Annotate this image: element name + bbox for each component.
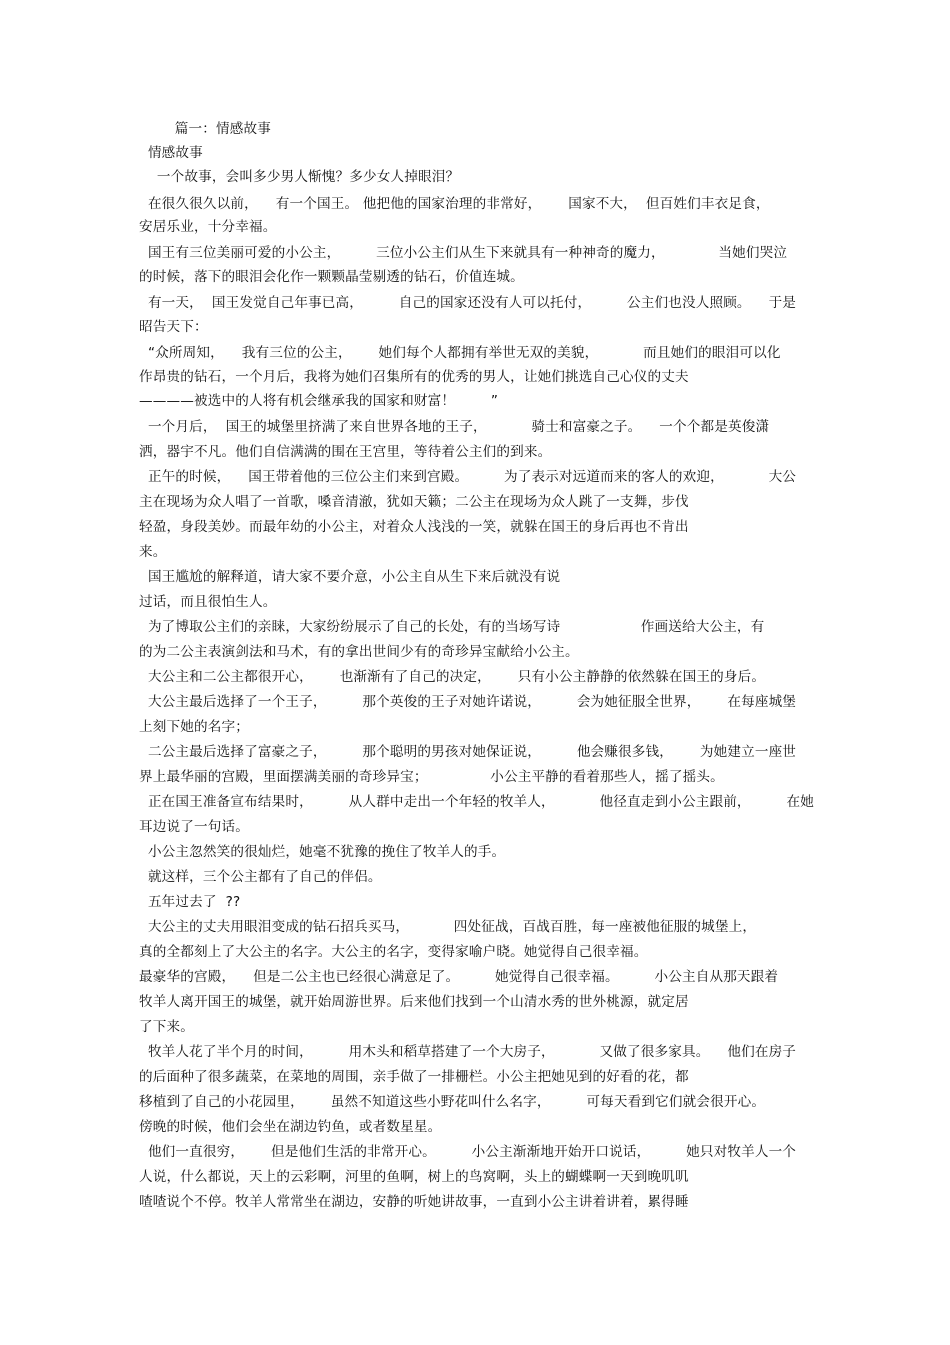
text-line: 大公主最后选择了一个王子， 那个英俊的王子对她许诺说， 会为她征服全世界， 在每座城堡 xyxy=(139,694,797,710)
text-line: ————被选中的人将有机会继承我的国家和财富！ ” xyxy=(139,393,499,409)
text-line: 正在国王准备宣布结果时， 从人群中走出一个年轻的牧羊人， 他径直走到小公主跟前， 在她 xyxy=(139,794,814,810)
text-line: 五年过去了 ?? xyxy=(139,894,241,910)
text-line: 最豪华的宫殿， 但是二公主也已经很心满意足了。 她觉得自己很幸福。 小公主自从那天跟着 xyxy=(139,969,779,985)
text-line: 过话，而且很怕生人。 xyxy=(139,594,277,610)
text-line: 人说，什么都说，天上的云彩啊，河里的鱼啊，树上的鸟窝啊，头上的蝴蝶啊一天到晚叽叽 xyxy=(139,1169,689,1185)
text-line: 牧羊人离开国王的城堡，就开始周游世界。后来他们找到一个山清水秀的世外桃源，就定居 xyxy=(139,994,689,1010)
text-line: 正午的时候， 国王带着他的三位公主们来到宫殿。 为了表示对远道而来的客人的欢迎， 大公 xyxy=(139,469,797,485)
text-line: 大公主的丈夫用眼泪变成的钻石招兵买马， 四处征战，百战百胜，每一座被他征服的城堡上， xyxy=(139,919,757,935)
text-line: 安居乐业，十分幸福。 xyxy=(139,219,277,235)
text-line: 来。 xyxy=(139,544,167,560)
text-line: 二公主最后选择了富豪之子， 那个聪明的男孩对她保证说， 他会赚很多钱， 为她建立一座世 xyxy=(139,744,797,760)
text-line: 界上最华丽的宫殿，里面摆满美丽的奇珍异宝； 小公主平静的看着那些人，摇了摇头。 xyxy=(139,769,724,785)
text-line: 真的全都刻上了大公主的名字。大公主的名字，变得家喻户晓。她觉得自己很幸福。 xyxy=(139,944,648,960)
text-line: 一个故事，会叫多少男人惭愧？多少女人掉眼泪？ xyxy=(139,169,460,185)
text-line: 上刻下她的名字； xyxy=(139,719,249,735)
text-line: 大公主和二公主都很开心， 也渐渐有了自己的决定， 只有小公主静静的依然躲在国王的身后。 xyxy=(139,669,766,685)
text-line: 在很久很久以前， 有一个国王。 他把他的国家治理的非常好， 国家不大， 但百姓们丰衣足食， xyxy=(139,196,770,212)
text-line: 昭告天下： xyxy=(139,319,208,335)
text-line: 国王尴尬的解释道，请大家不要介意，小公主自从生下来后就没有说 xyxy=(139,569,561,585)
text-line: 轻盈，身段美妙。而最年幼的小公主，对着众人浅浅的一笑，就躲在国王的身后再也不肯出 xyxy=(139,519,689,535)
text-line: 的时候，落下的眼泪会化作一颗颗晶莹剔透的钻石，价值连城。 xyxy=(139,269,524,285)
text-line: 的为二公主表演剑法和马术，有的拿出世间少有的奇珍异宝献给小公主。 xyxy=(139,644,579,660)
text-line: 移植到了自己的小花园里， 虽然不知道这些小野花叫什么名字， 可每天看到它们就会很开心。 xyxy=(139,1094,766,1110)
text-line: 了下来。 xyxy=(139,1019,194,1035)
text-line: 洒，器宇不凡。他们自信满满的围在王宫里，等待着公主们的到来。 xyxy=(139,444,552,460)
text-line: 有一天， 国王发觉自己年事已高， 自己的国家还没有人可以托付， 公主们也没人照顾。 于是 xyxy=(139,295,797,311)
text-line: 为了博取公主们的亲睐，大家纷纷展示了自己的长处，有的当场写诗 作画送给大公主，有 xyxy=(139,619,765,635)
text-line: 牧羊人花了半个月的时间， 用木头和稻草搭建了一个大房子， 又做了很多家具。 他们在房子 xyxy=(139,1044,797,1060)
text-line: 主在现场为众人唱了一首歌，嗓音清澈，犹如天籁；二公主在现场为众人跳了一支舞，步伐 xyxy=(139,494,689,510)
text-line: 一个月后， 国王的城堡里挤满了来自世界各地的王子， 骑士和富豪之子。 一个个都是英俊潇 xyxy=(139,419,770,435)
text-line: 的后面种了很多蔬菜，在菜地的周围，亲手做了一排栅栏。小公主把她见到的好看的花，都 xyxy=(139,1069,689,1085)
text-line: 就这样，三个公主都有了自己的伴侣。 xyxy=(139,869,382,885)
text-line: 国王有三位美丽可爱的小公主， 三位小公主们从生下来就具有一种神奇的魔力， 当她们哭泣 xyxy=(139,245,788,261)
text-line: 小公主忽然笑的很灿烂，她毫不犹豫的挽住了牧羊人的手。 xyxy=(139,844,506,860)
text-line: “众所周知， 我有三位的公主， 她们每个人都拥有举世无双的美貌， 而且她们的眼泪可以化 xyxy=(139,345,781,361)
text-line: 耳边说了一句话。 xyxy=(139,819,249,835)
text-line: 喳喳说个不停。牧羊人常常坐在湖边，安静的听她讲故事，一直到小公主讲着讲着，累得睡 xyxy=(139,1194,689,1210)
text-line: 他们一直很穷， 但是他们生活的非常开心。 小公主渐渐地开始开口说话， 她只对牧羊人一个 xyxy=(139,1144,797,1160)
story-title: 情感故事 xyxy=(139,145,203,161)
text-line: 作昂贵的钻石，一个月后，我将为她们召集所有的优秀的男人，让她们挑选自己心仪的丈夫 xyxy=(139,369,689,385)
section-heading: 篇一：情感故事 xyxy=(139,121,271,137)
text-line: 傍晚的时候，他们会坐在湖边钓鱼，或者数星星。 xyxy=(139,1119,442,1135)
